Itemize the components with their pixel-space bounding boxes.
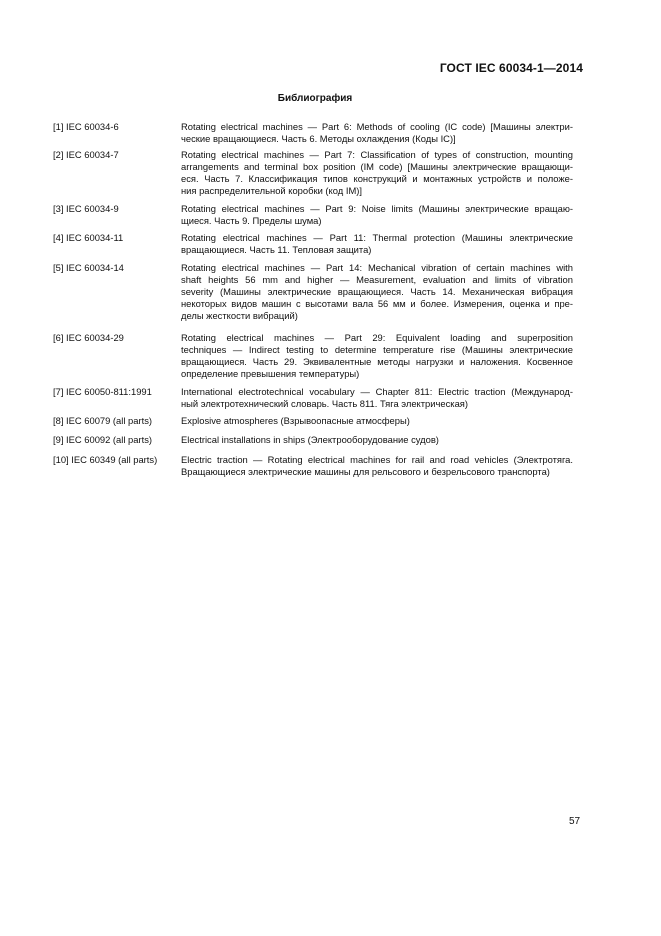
entry-text-line: делы жесткости вибраций) xyxy=(181,310,298,321)
entry-text-line: ния распределительной коробки (код IM)] xyxy=(181,185,362,196)
entry-reference: [7] IEC 60050-811:1991 xyxy=(53,386,152,397)
entry-reference: [9] IEC 60092 (all parts) xyxy=(53,434,153,445)
entry-text-line: еся. Часть 7. Классификация типов конструкций и монтажных устройств и положе- xyxy=(181,173,573,184)
section-title: Библиография xyxy=(277,93,353,104)
entry-reference: [5] IEC 60034-14 xyxy=(53,262,124,273)
entry-text-line: ческие вращающиеся. Часть 6. Методы охлаждения (Коды IC)] xyxy=(181,133,456,144)
entry-text-line: severity (Машины электрические вращающиеся. Часть 14. Механическая вибрация xyxy=(181,286,573,297)
entry-text-line: Rotating electrical machines — Part 7: Classification of types of construction, mounting xyxy=(181,149,573,160)
entry-text-line: определение превышения температуры) xyxy=(181,368,360,379)
entry-text xyxy=(181,454,573,478)
entry-text-line: вращающиеся. Часть 29. Эквивалентные методы нагрузки и наложения. Косвенное xyxy=(181,356,573,367)
entry-text-line: shaft heights 56 mm and higher — Measurement, evaluation and limits of vibration xyxy=(181,274,573,285)
entry-text-line: щиеся. Часть 9. Пределы шума) xyxy=(181,215,322,226)
entry-text-line: Rotating electrical machines — Part 14: Mechanical vibration of certain machines with xyxy=(181,262,573,273)
entry-text xyxy=(181,386,573,410)
page-number: 57 xyxy=(569,816,581,827)
entry-text xyxy=(181,121,573,145)
entry-reference: [4] IEC 60034-11 xyxy=(53,232,124,243)
entry-text-line: Electrical installations in ships (Электрооборудование судов) xyxy=(181,434,439,445)
entry-text-line: Explosive atmospheres (Взрывоопасные атмосферы) xyxy=(181,415,410,426)
entry-text xyxy=(181,434,573,446)
entry-text-line: Вращающиеся электрические машины для рельсового и безрельсового транспорта) xyxy=(181,466,550,477)
entry-text xyxy=(181,332,573,380)
entry-text-line: Electric traction — Rotating electrical machines for rail and road vehicles (Электротяга. xyxy=(181,454,573,465)
entry-text-line: ный электротехнический словарь. Часть 811. Тяга электрическая) xyxy=(181,398,468,409)
entry-reference: [3] IEC 60034-9 xyxy=(53,203,119,214)
entry-text-line: Rotating electrical machines — Part 29: Equivalent loading and superposition xyxy=(181,332,573,343)
entry-text-line: arrangements and terminal box position (IM code) [Машины электрические вращающи- xyxy=(181,161,573,172)
entry-text xyxy=(181,415,573,427)
entry-text-line: Rotating electrical machines — Part 11: Thermal protection (Машины электрические xyxy=(181,232,573,243)
entry-reference: [8] IEC 60079 (all parts) xyxy=(53,415,153,426)
entry-reference: [6] IEC 60034-29 xyxy=(53,332,124,343)
entry-text-line: некоторых видов машин с высотами вала 56 мм и более. Измерения, оценка и пре- xyxy=(181,298,573,309)
entry-text xyxy=(181,149,573,197)
entry-reference: [1] IEC 60034-6 xyxy=(53,121,119,132)
entry-reference: [10] IEC 60349 (all parts) xyxy=(53,454,158,465)
entry-text-line: techniques — Indirect testing to determine temperature rise (Машины электрические xyxy=(181,344,573,355)
entry-reference: [2] IEC 60034-7 xyxy=(53,149,119,160)
entry-text xyxy=(181,262,573,322)
entry-text-line: Rotating electrical machines — Part 6: Methods of cooling (IC code) [Машины электри- xyxy=(181,121,573,132)
document-header: ГОСТ IEC 60034-1—2014 xyxy=(439,61,583,75)
entry-text xyxy=(181,232,573,256)
entry-text xyxy=(181,203,573,227)
entry-text-line: International electrotechnical vocabulary — Chapter 811: Electric traction (Международ- xyxy=(181,386,573,397)
entry-text-line: Rotating electrical machines — Part 9: Noise limits (Машины электрические вращаю- xyxy=(181,203,573,214)
entry-text-line: вращающиеся. Часть 11. Тепловая защита) xyxy=(181,244,372,255)
